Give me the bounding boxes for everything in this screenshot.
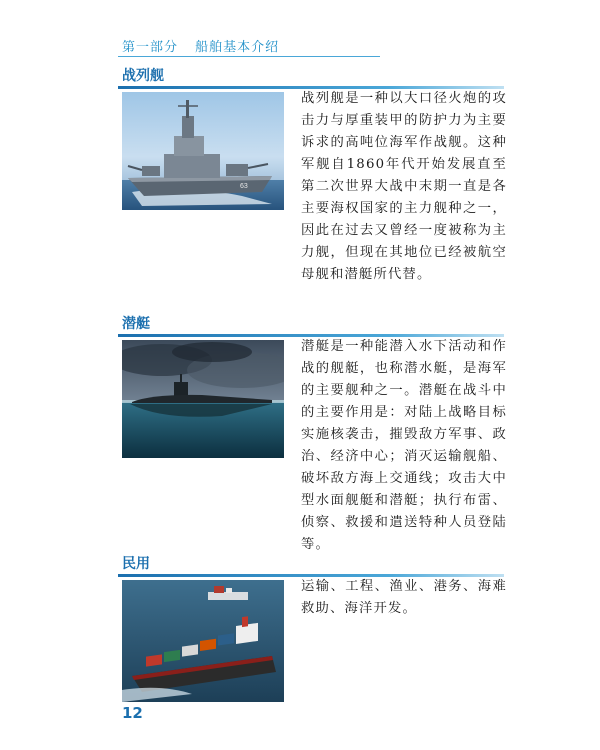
section-title: 战列舰: [122, 68, 164, 84]
battleship-description: 战列舰是一种以大口径火炮的攻击力与厚重装甲的防护力为主要诉求的高吨位海军作战舰。这种军舰自1860年代开始发展直至第二次世界大战中末期一直是各主要海权国家的主力舰种之一，因此在过去又曾经一度被称为主力舰，但现在其地位已经被航空母舰和潜艇所代替。: [301, 91, 507, 282]
submarine-photo: [122, 340, 284, 458]
section-submarine: [118, 314, 507, 552]
submarine-description: 潜艇是一种能潜入水下活动和作战的舰艇，也称潜水艇，是海军的主要舰种之一。潜艇在战斗中的主要作用是：对陆上战略目标实施核袭击，摧毁敌方军事、政治、经济中心；消灭运输舰船、破坏敌方海上交通线；攻击大中型水面舰艇和潜艇；执行布雷、侦察、救援和遣送特种人员登陆等。: [301, 339, 507, 552]
section-title: 潜艇: [122, 316, 150, 332]
header-chapter: 船舶基本介绍: [195, 40, 280, 55]
running-header: [122, 36, 279, 55]
section-civil: [118, 554, 507, 616]
svg-text:63: 63: [240, 183, 248, 190]
section-battleship: [118, 66, 507, 282]
battleship-photo: [122, 92, 284, 210]
civil-description: 运输、工程、渔业、港务、海难救助、海洋开发。: [301, 579, 507, 616]
header-rule: [118, 56, 380, 57]
section-title: 民用: [122, 556, 150, 572]
header-part: 第一部分: [122, 40, 179, 55]
civil-ship-photo: [122, 580, 284, 702]
page-number: 12: [122, 704, 143, 722]
